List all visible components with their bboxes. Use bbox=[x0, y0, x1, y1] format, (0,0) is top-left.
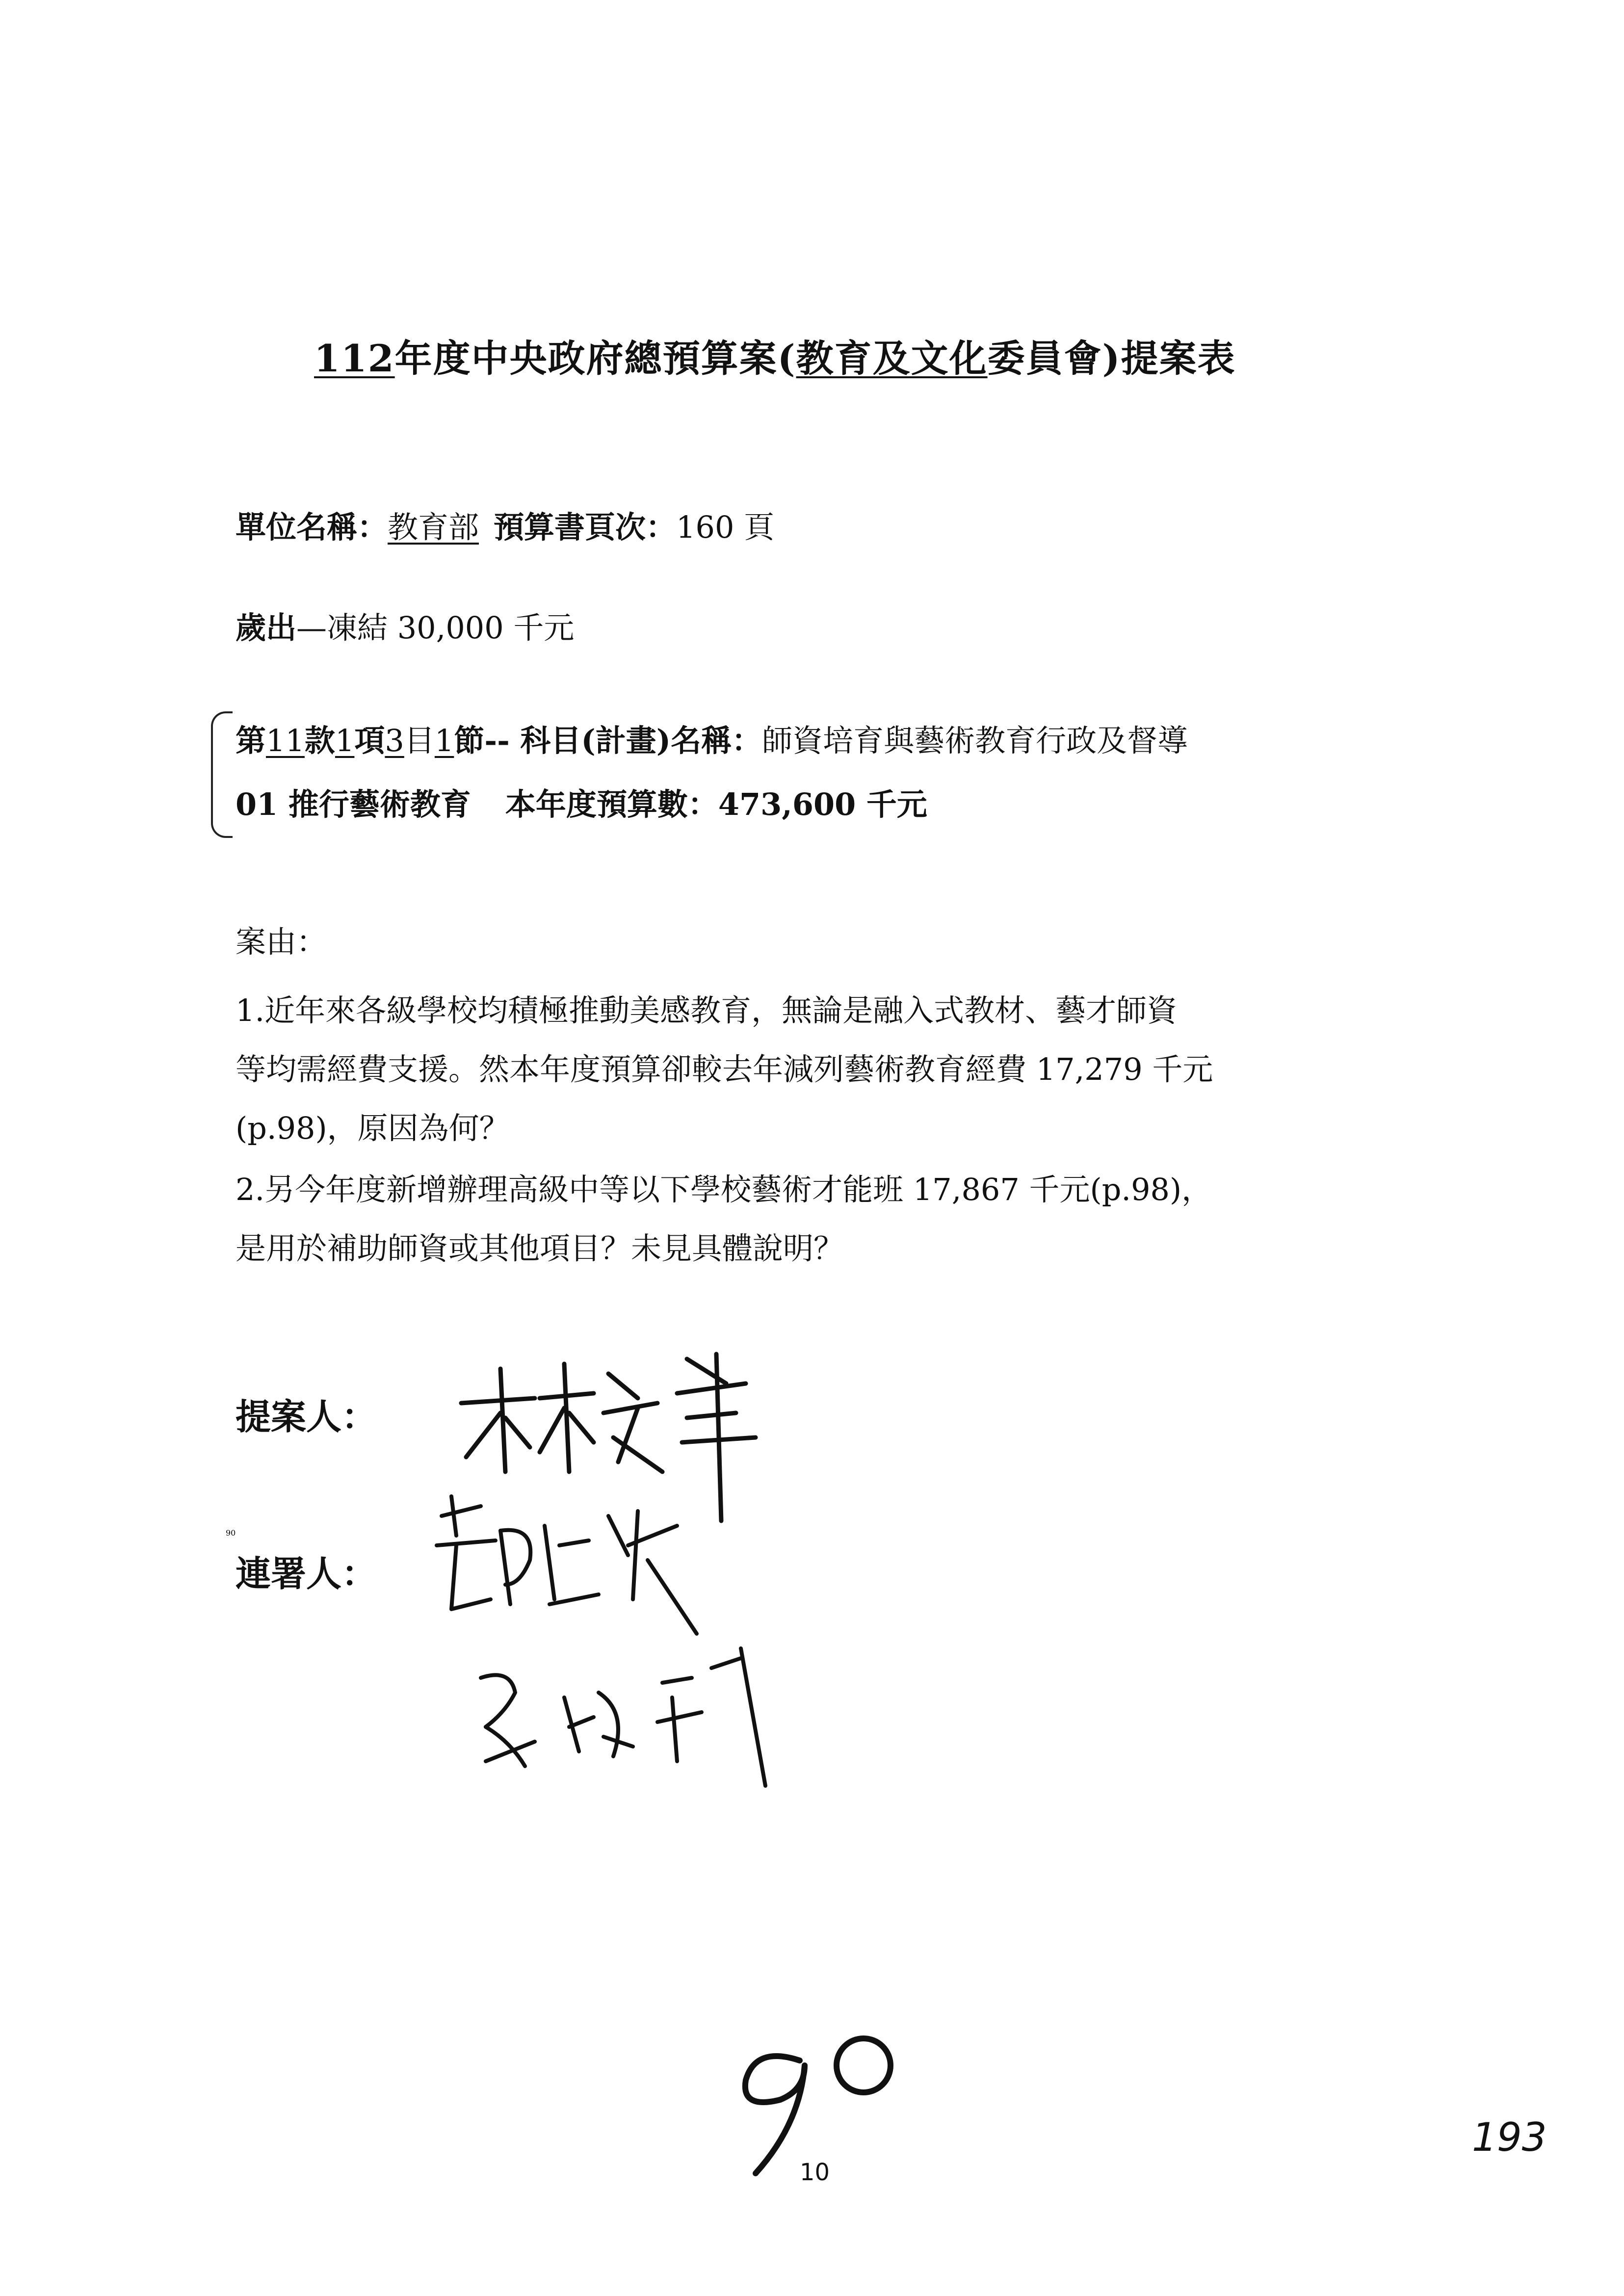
subject-sub-item: 01 推行藝術教育 bbox=[236, 786, 471, 822]
subject-bracket bbox=[211, 711, 233, 838]
expenditure-row bbox=[236, 603, 574, 647]
subject-xiang-label: 項 bbox=[354, 723, 385, 758]
unit-label: 單位名稱： bbox=[236, 509, 388, 545]
reason-heading: 案由： bbox=[236, 924, 327, 960]
cosigner-signature-2 bbox=[466, 1639, 810, 1805]
subject-kuan-label: 款 bbox=[304, 723, 335, 758]
reason-line: 等均需經費支援。然本年度預算卻較去年減列藝術教育經費 17,279 千元 bbox=[236, 1051, 1213, 1087]
budget-page-label: 預算書頁次： bbox=[494, 509, 677, 545]
subject-kuan: 11 bbox=[266, 723, 305, 758]
subject-di: 第 bbox=[236, 723, 266, 758]
annual-budget-value: 473,600 千元 bbox=[718, 786, 927, 822]
reason-line: 1.近年來各級學校均積極推動美感教育，無論是融入式教材、藝才師資 bbox=[236, 992, 1178, 1028]
subject-xiang: 1 bbox=[335, 723, 355, 758]
annual-budget-label: 本年度預算數： bbox=[505, 786, 718, 822]
corner-number: 193 bbox=[1472, 2114, 1547, 2160]
page-title bbox=[314, 329, 1236, 382]
subject-name-label: -- 科目(計畫)名稱： bbox=[484, 723, 762, 758]
subject-jie: 1 bbox=[434, 723, 454, 758]
cosigner-signature-1 bbox=[422, 1487, 716, 1648]
subject-row-1 bbox=[236, 716, 1188, 760]
subject-jie-label: 節 bbox=[454, 723, 485, 758]
title-year: 112 bbox=[314, 337, 395, 380]
title-committee: 教育及文化 bbox=[796, 337, 988, 380]
title-part1: 年度中央政府總預算案( bbox=[394, 337, 796, 380]
cosigner-label: 連署人： bbox=[236, 1553, 377, 1594]
unit-name: 教育部 bbox=[388, 509, 479, 545]
subject-name: 師資培育與藝術教育行政及督導 bbox=[762, 723, 1188, 758]
subject-mu: 3 bbox=[385, 723, 404, 758]
reason-line: (p.98)，原因為何？ bbox=[236, 1110, 510, 1146]
unit-row bbox=[236, 503, 774, 547]
expenditure-value: —凍結 30,000 千元 bbox=[296, 610, 575, 646]
reason-line: 2.另今年度新增辦理高級中等以下學校藝術才能班 17,867 千元(p.98)， bbox=[236, 1172, 1212, 1207]
subject-row-2 bbox=[236, 780, 927, 824]
budget-page-value: 160 頁 bbox=[676, 509, 775, 545]
title-part2: 委員會)提案表 bbox=[987, 337, 1236, 380]
proposer-label: 提案人： bbox=[236, 1396, 377, 1437]
page-number: 10 bbox=[800, 2159, 830, 2186]
expenditure-label: 歲出 bbox=[236, 610, 297, 646]
subject-mu-label: 目 bbox=[404, 723, 435, 758]
reason-line: 是用於補助師資或其他項目？未見具體說明？ bbox=[236, 1230, 844, 1266]
handwritten-number-text: 90 bbox=[226, 1528, 236, 1538]
